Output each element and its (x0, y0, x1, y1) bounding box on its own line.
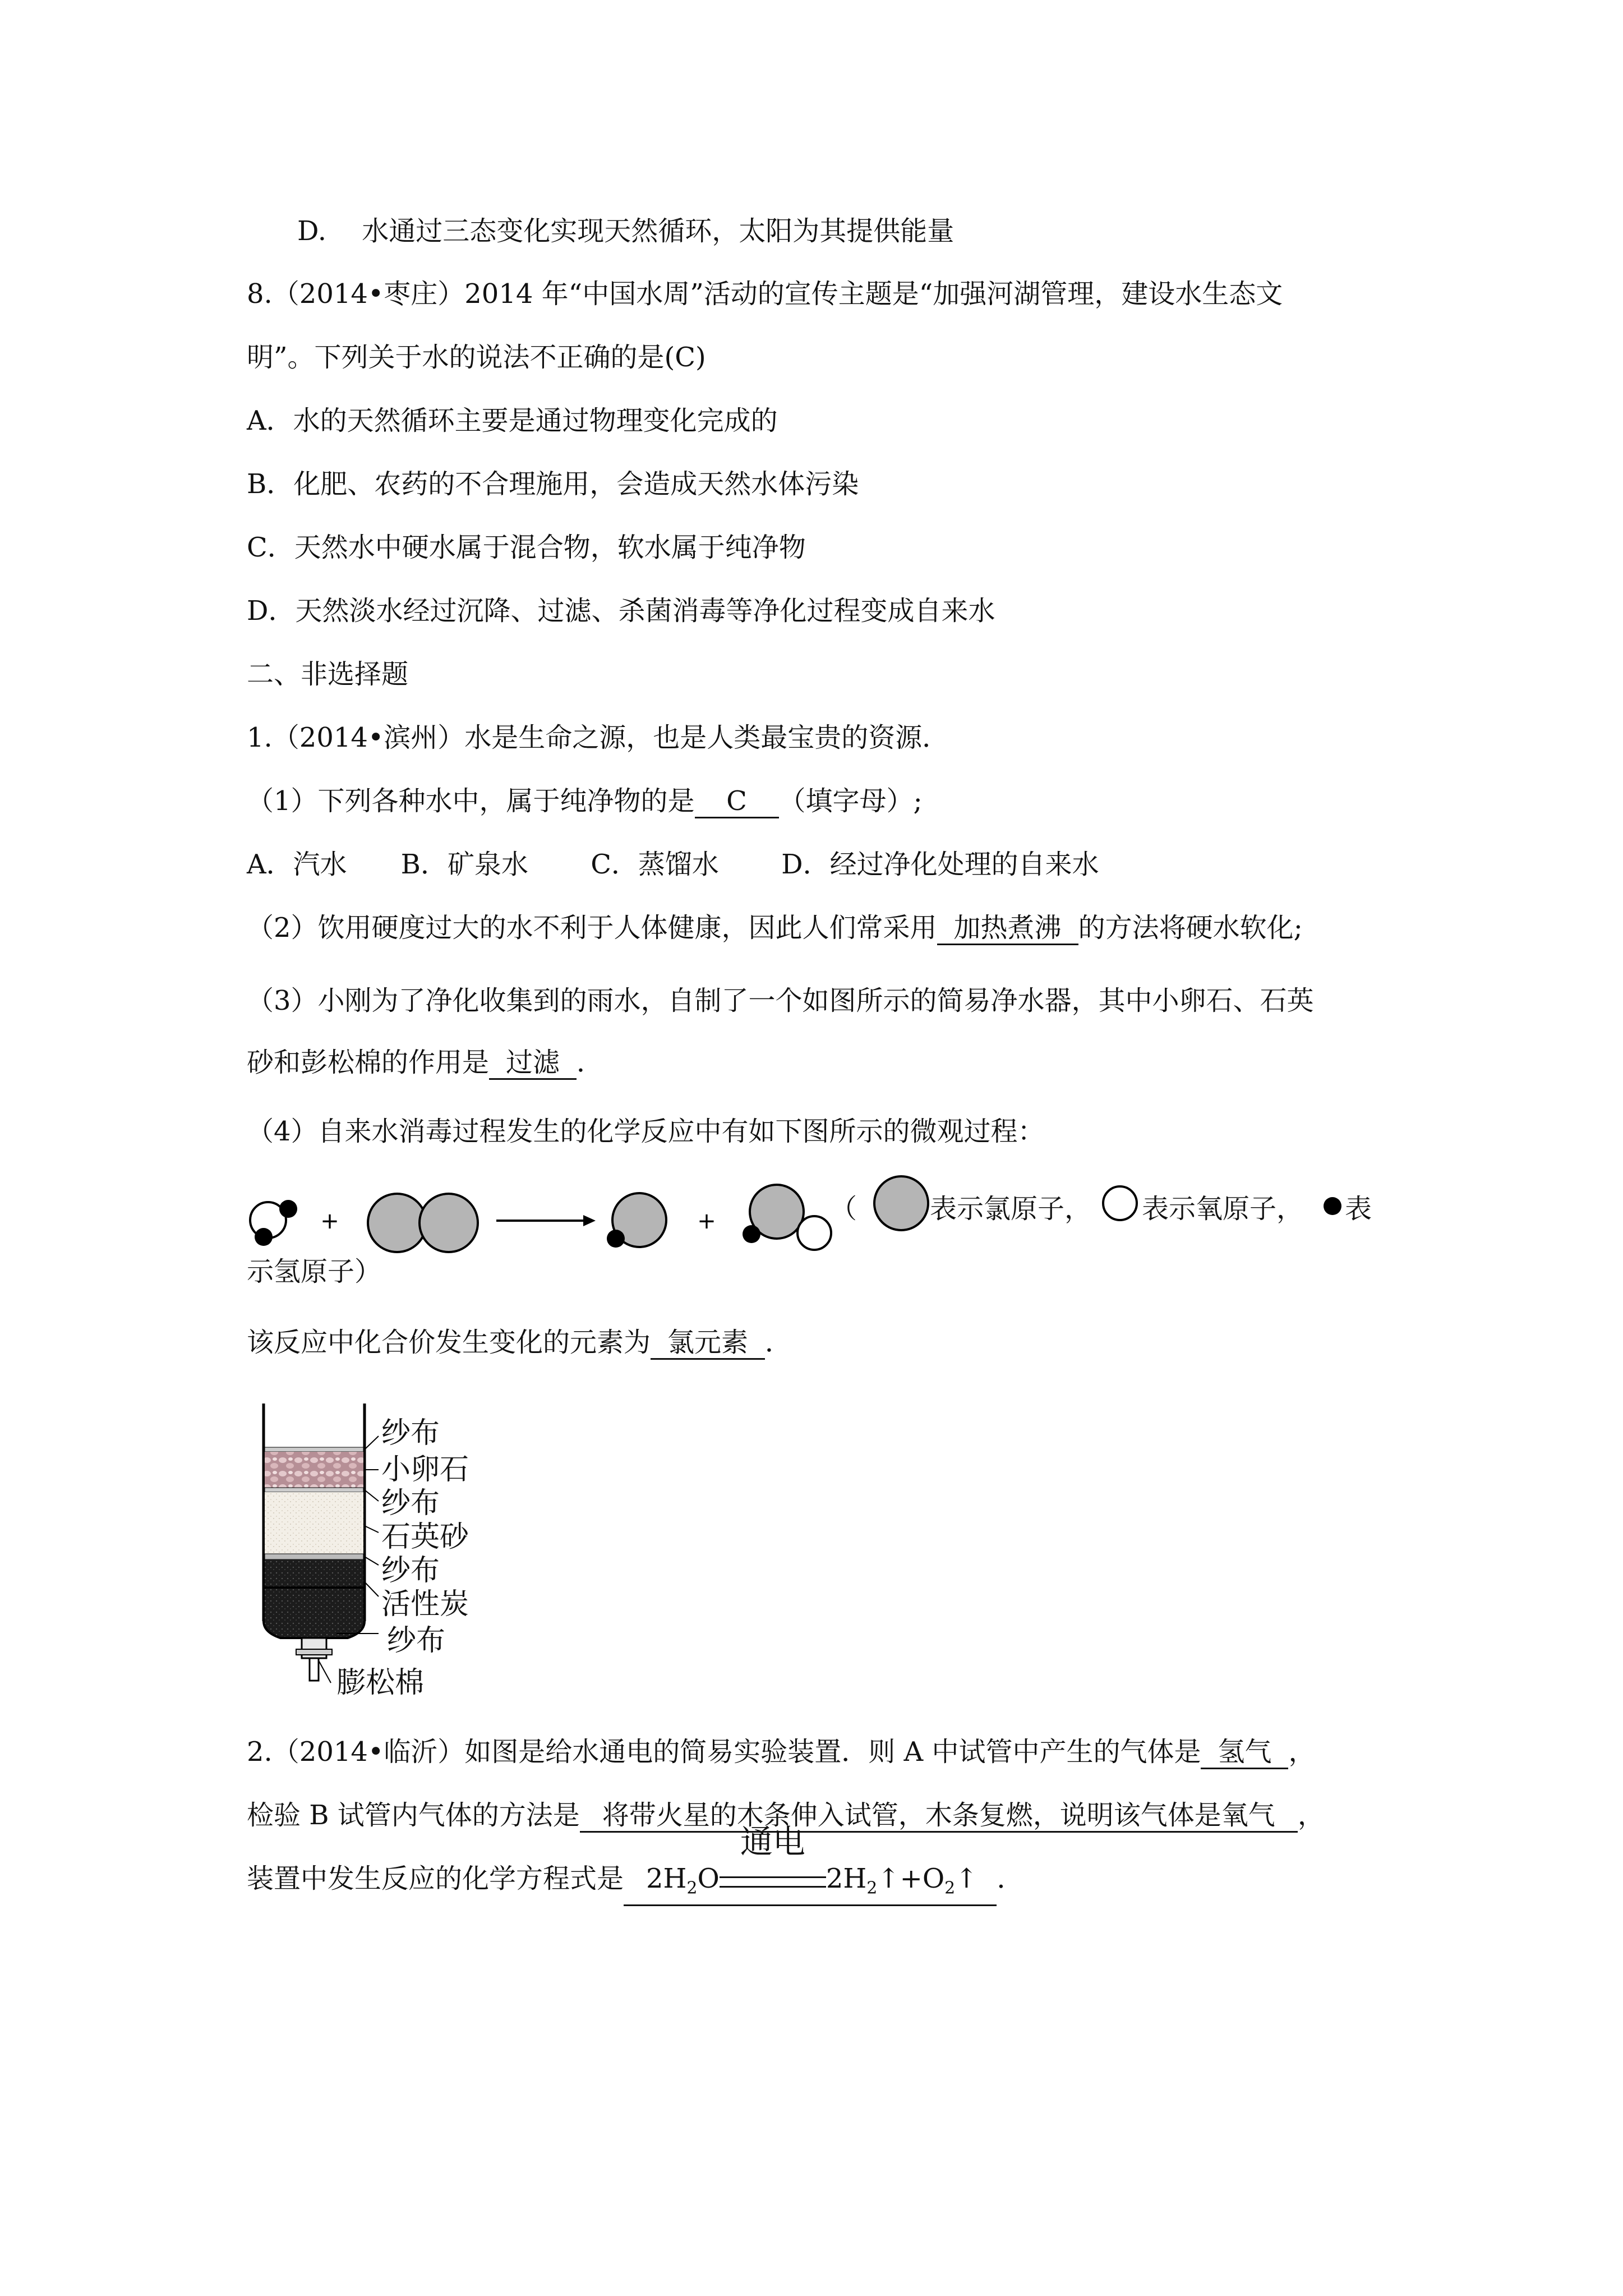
answer-blank: 氢气 (1201, 1736, 1288, 1769)
eq-sub: 2 (944, 1878, 956, 1898)
legend-chlorine-text: 表示氯原子， (930, 1193, 1092, 1225)
eq-r3: ↑ (955, 1863, 978, 1894)
text: ． (997, 1863, 1024, 1894)
equation-condition (720, 1823, 826, 1888)
text: （2）饮用硬度过大的水不利于人体健康，因此人们常采用 (247, 912, 937, 944)
answer-blank: 加热煮沸 (937, 912, 1078, 945)
question-1-part-3-line1: （3）小刚为了净化收集到的雨水，自制了一个如图所示的简易净水器，其中小卵石、石英 (247, 985, 1314, 1016)
eq-lhs: 2H (646, 1863, 687, 1894)
plus-sign: + (697, 1208, 716, 1234)
legend-oxygen-text: 表示氧原子， (1142, 1193, 1304, 1225)
legend-chlorine-icon (870, 1172, 932, 1234)
filter-label-gauze-1: 纱布 (381, 1416, 440, 1450)
question-1-part-3-line2 (247, 1046, 603, 1080)
text: ． (765, 1327, 792, 1358)
question-8-option-b: B．化肥、农药的不合理施用，会造成天然水体污染 (247, 468, 859, 500)
answer-blank: 氯元素 (651, 1327, 765, 1360)
question-1-stem: 1.（2014•滨州）水是生命之源，也是人类最宝贵的资源． (247, 722, 949, 753)
question-8-option-d: D．天然淡水经过沉降、过滤、杀菌消毒等净化过程变成自来水 (247, 595, 995, 627)
filter-label-gauze-2: 纱布 (381, 1487, 440, 1520)
chlorine-molecule (368, 1194, 478, 1252)
question-8-line1: 8.（2014•枣庄）2014 年“中国水周”活动的宣传主题是“加强河湖管理，建设水生态文 (247, 278, 1283, 310)
filter-label-activated-carbon: 活性炭 (381, 1588, 469, 1621)
legend-hydrogen-text: 表 (1345, 1193, 1372, 1225)
water-molecule (250, 1200, 297, 1246)
section-heading: 二、非选择题 (247, 659, 409, 690)
hcl-molecule (607, 1193, 666, 1248)
filter-label-gauze-3: 纱布 (381, 1554, 440, 1588)
question-8-line2: 明”。下列关于水的说法不正确的是(C) (247, 342, 706, 373)
filter-label-cotton: 膨松棉 (336, 1666, 425, 1700)
legend-hydrogen-text-cont: 示氢原子） (247, 1256, 382, 1287)
text: ， (1288, 1736, 1316, 1768)
text: （填字母）; (778, 785, 923, 817)
text: （1）下列各种水中，属于纯净物的是 (247, 785, 695, 817)
text: 的方法将硬水软化; (1078, 912, 1303, 944)
question-1-part-4: （4）自来水消毒过程发生的化学反应中有如下图所示的微观过程： (247, 1116, 1045, 1147)
text: 该反应中化合价发生变化的元素为 (247, 1327, 651, 1358)
filter-label-quartz-sand: 石英砂 (381, 1520, 469, 1554)
text: 砂和彭松棉的作用是 (247, 1047, 490, 1078)
equation-answer (624, 1823, 997, 1906)
reaction-legend (830, 1192, 857, 1226)
filter-label-gauze-4: 纱布 (387, 1624, 446, 1658)
eq-sub: 2 (686, 1878, 698, 1898)
legend-open-paren: （ (830, 1193, 857, 1225)
question-8-option-c: C．天然水中硬水属于混合物，软水属于纯净物 (247, 532, 806, 563)
reaction-diagram (241, 1167, 880, 1268)
answer-blank: 过滤 (489, 1047, 577, 1080)
hclo-molecule (743, 1185, 831, 1250)
question-1-options: A．汽水 B．矿泉水 C．蒸馏水 D．经过净化处理的自来水 (247, 849, 1099, 880)
option-d-prev: D. 水通过三态变化实现天然循环，太阳为其提供能量 (297, 215, 955, 247)
question-2-line3 (247, 1823, 1024, 1906)
eq-lhs-o: O (697, 1863, 720, 1894)
question-2-line1 (247, 1735, 1315, 1769)
equals-bars (720, 1876, 826, 1888)
text: ， (1297, 1800, 1325, 1831)
question-1-part-2 (247, 911, 1303, 945)
legend-oxygen-icon (1100, 1184, 1140, 1223)
question-1-part-1 (247, 784, 923, 818)
text: 装置中发生反应的化学方程式是 (247, 1863, 624, 1894)
question-8-option-a: A．水的天然循环主要是通过物理变化完成的 (247, 405, 778, 436)
text: 2.（2014•临沂）如图是给水通电的简易实验装置．则 A 中试管中产生的气体是 (247, 1736, 1201, 1768)
condition-text: 通电 (740, 1823, 805, 1861)
text: ． (577, 1047, 604, 1078)
answer-blank: C (695, 785, 779, 818)
answer-blank: 将带火星的木条伸入试管，木条复燃，说明该气体是氧气 (580, 1800, 1298, 1833)
text: 检验 B 试管内气体的方法是 (247, 1800, 580, 1831)
eq-r1: 2H (826, 1863, 867, 1894)
question-1-part-5 (247, 1326, 792, 1360)
eq-sub: 2 (866, 1878, 878, 1898)
legend-hydrogen-icon (1321, 1195, 1344, 1217)
filter-label-pebbles: 小卵石 (381, 1453, 469, 1487)
reaction-arrow (496, 1215, 596, 1226)
eq-r2: ↑+O (877, 1863, 945, 1894)
plus-sign: + (320, 1208, 339, 1234)
